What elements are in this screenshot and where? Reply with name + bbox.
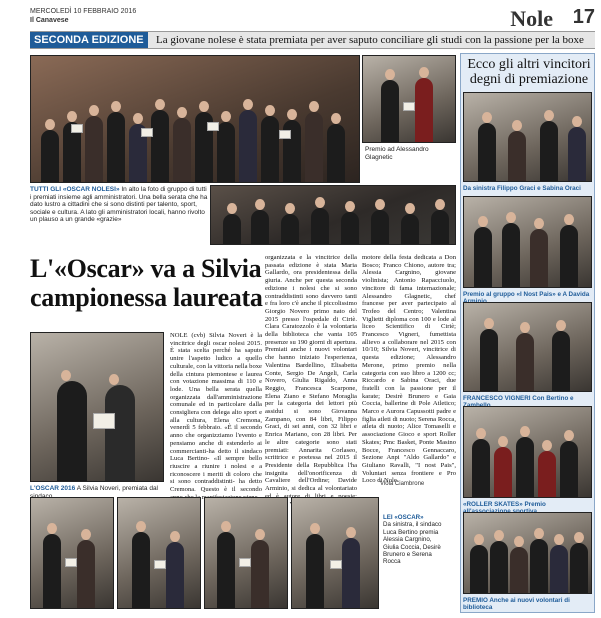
sidebar-caption-5: PREMIO Anche ai nuovi volontari di biblioteca bbox=[463, 597, 570, 612]
group-caption bbox=[30, 186, 208, 224]
silvia-photo bbox=[30, 332, 164, 482]
award-photo-4 bbox=[291, 497, 379, 609]
sidebar-caption-2: Premio al gruppo «I Nost Pais» e A Davida bbox=[463, 291, 590, 298]
section-town: Nole bbox=[510, 6, 553, 31]
lei-oscar-title: LEI «OSCAR» bbox=[383, 514, 424, 521]
sidebar-photo-5 bbox=[463, 512, 592, 594]
sidebar-photo-2 bbox=[463, 196, 592, 288]
sidebar-photo-4 bbox=[463, 406, 592, 498]
author-credit: Viola Ciambrone bbox=[380, 481, 425, 487]
sidebar-title: Ecco gli altri vincitori degni di premiazione bbox=[467, 57, 591, 87]
glagnetic-caption: Premio ad Alessandro Glagnetic bbox=[365, 146, 429, 161]
sidebar-caption-1: Da sinistra Filippo Graci e Sabina Oraci bbox=[463, 185, 581, 192]
article-column-1: NOLE (cvb) Silvia Noveri è la vincitrice degli oscar nolesi 2015. È stata scelta perché ha saputo unire l'aspetto ludico a quello culturale, con la vittoria nella boxe della cintura piemontese e laurea con votazione massima di 110 e lode. Una bella serata quella organizzata dall'amministrazione comunale ed in particolare dalla consigliera con delega alto sport e alla cultura, Elena Cremona, venerdì 5 febbraio. «È il secondo anno che organizziamo l'evento e pensiamo anche di estenderlo ai commercianti-ha detto il sindaco Luca Bertino- «Il sempre bello riuscire a riunire i nolesi e a riconoscere i meriti di coloro che si sono contraddistinti- ha detto Cremona. Questo è il secondo bbox=[170, 332, 262, 494]
group-caption-title: TUTTI GLI «OSCAR NOLESI» bbox=[30, 186, 120, 193]
newspaper-name: Il Canavese bbox=[30, 17, 69, 24]
article-column-2: organizzata e la vincitrice della passata edizione è stata Maria Gallardo, ora presidentessa della giuria. Anche per questa seconda edizione i nolesi che si sono contraddistinti sono davvero tanti e fra loro c'è anche il piccolissimo Giorgio Novero primo nato del 2015 presso l'ospedale di Ciriè. Clara Caratozzolo è la volontaria della biblioteca che vanta 105 presenze su 190 giorni di apertura. Premiati anche i nuovi volontari che hanno iniziato l'esperienza, Valentina Bardellino, Elisabetta Conte, Sergio De Angeli, Carla Novero, Giulia Rigaldo, Anna Reggio, Francesca Scarpone, Elena Ziano e Stefano Moraglia per la categoria dei lettori più assidui si sono Giovanna Zampano, con 84 libri, Filippo Graci, di sei anni, con 32 libri e Enrica Mariano, con 28 libri. Per le altre categorie sono stati premiati: Annarita Corlaseo, scrittrice e poetessa nel 2015 il Presidente della Repubblica l'ha insignita dell'onorificenza di Cavaliere dell'Ordine; Davide Arminio, si dedica al volontariato bbox=[265, 254, 357, 493]
award-photo-1 bbox=[30, 497, 114, 609]
sidebar-caption-3: FRANCESCO VIGNERI Con Bertino e bbox=[463, 395, 574, 402]
masthead bbox=[30, 6, 595, 32]
lei-oscar-caption bbox=[383, 514, 447, 566]
oscar-caption-title: L'OSCAR 2016 bbox=[30, 485, 76, 492]
sidebar-photo-1 bbox=[463, 92, 592, 182]
kicker-text: La giovane nolese è stata premiata per aver saputo conciliare gli studi con la passione per la boxe bbox=[156, 34, 584, 46]
group-photo bbox=[30, 55, 360, 183]
section-band bbox=[30, 31, 595, 49]
page-number: 17 bbox=[572, 6, 595, 28]
lei-oscar-text: Da sinistra, il sindaco Luca Bertino premia Alessia Cargnino, Giulia Coccia, Desirè Brunero e Serena Rocca bbox=[383, 521, 442, 566]
glagnetic-photo bbox=[362, 55, 456, 143]
issue-date: MERCOLEDÌ 10 FEBBRAIO 2016 bbox=[30, 8, 137, 15]
headline: L'«Oscar» va a Silvia campionessa laureata bbox=[30, 254, 263, 312]
sidebar-photo-3 bbox=[463, 302, 592, 392]
article-column-3: motore della festa dedicata a Don Bosco; Franco Chiono, autore tra; Alessia Cargnino, giovane violinista; Antonio Rapacciuolo, vincitore di fama internazionale; Alessandro Glagnetic, chef francese per aver partecipato al Trofeo del Centro; Valentina Viglietti diploma con 100 e lode al liceo Scientifico di Ciriè; Francesco Vigneri, fumettista allievo a collaborare nel 2015 con 10/10; Silvia Noveri, vincitrice di questa edizione; Alessandro Merone, primo premio nella categoria con suo libro a 1200 cc; Riccardo e Sabina Oraci, due fratelli con la passione per il karate; Desirè Brunero e Gaia Coccia, ballerine di Pole Atletico; Marco e Aurora Capussotti padre e figlia atleti di nuoto; Serena Rocca, atleta di nuoto; Alice Tomaselli e associazione Gioco e sport Roller Skates; Pmc Basket, Ponte Masino Bocce, Francesco Gennaccaro, Sezione Anpi "Aldo Gallardo" e Giuliano Ravalli, "I nost Pais", Voluntari senza frontiere e Pro Loco di Nole. bbox=[362, 254, 456, 485]
oscar-caption-text: A Silvia Noveri, premiata dal bbox=[76, 485, 159, 492]
sidebar-caption-4: «ROLLER SKATES» Premio bbox=[463, 501, 546, 508]
group-caption-text: In alto la foto di gruppo di tutti i premiati insieme agli amministratori. Una bella serata che ha dato lustro a cittadini che si sono distinti per talento, sport, sociale e cultura. A lato gli amministratori locali, hanno rivolto un plauso a un grande «grazie» bbox=[30, 186, 208, 224]
section-label: SECONDA EDIZIONE bbox=[30, 32, 148, 48]
audience-photo bbox=[210, 185, 456, 245]
award-photo-3 bbox=[204, 497, 288, 609]
award-photo-2 bbox=[117, 497, 201, 609]
